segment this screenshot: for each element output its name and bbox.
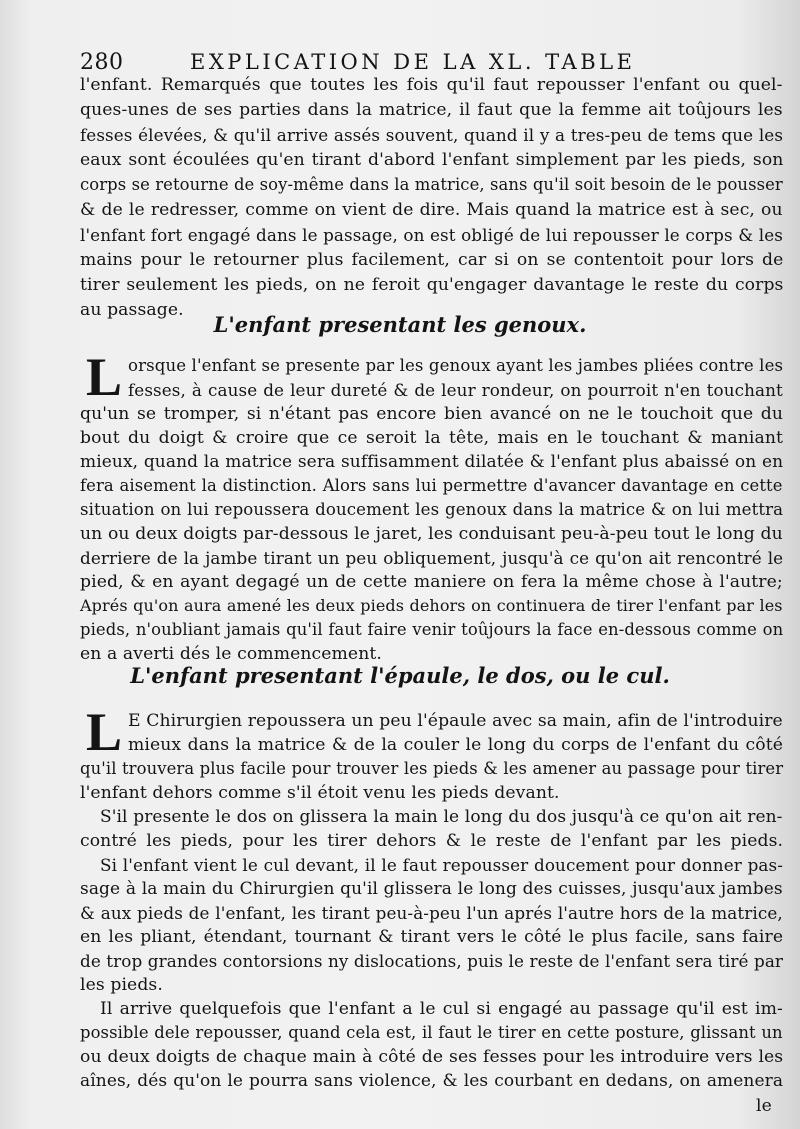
text-line: mieux, quand la matrice sera suffisamment dilatée & l'enfant plus abaissé on en: [80, 452, 784, 472]
section-heading: L'enfant presentant l'épaule, le dos, ou le cul.: [130, 663, 670, 688]
text-line: orsque l'enfant se presente par les genoux ayant les jambes pliées contre les: [128, 356, 784, 375]
text-line: un ou deux doigts par-dessous le jaret, les conduisant peu-à-peu tout le long du: [80, 524, 783, 544]
text-line: mieux dans la matrice & de la couler le long du corps de l'enfant du côté: [128, 735, 783, 755]
text-line: fesses élevées, & qu'il arrive assés souvent, quand il y a tres-peu de tems que les: [80, 125, 784, 145]
text-line: l'enfant fort engagé dans le passage, on est obligé de lui repousser le corps & les: [80, 225, 783, 245]
text-line: sage à la main du Chirurgien qu'il glissera le long des cuisses, jusqu'aux jambes: [80, 879, 783, 899]
drop-cap: L: [86, 702, 123, 762]
text-line: fesses, à cause de leur dureté & de leur rondeur, on pourroit n'en touchant: [128, 380, 783, 400]
text-line: pied, & en ayant degagé un de cette maniere on fera la même chose à l'autre;: [80, 572, 783, 592]
text-line: ques-unes de ses parties dans la matrice, il faut que la femme ait toûjours les: [80, 100, 783, 120]
text-line: contré les pieds, pour les tirer dehors & le reste de l'enfant par les pieds.: [80, 831, 784, 851]
text-line: mains pour le retourner plus facilement, car si on se contentoit pour lors de: [80, 250, 784, 270]
text-line: Si l'enfant vient le cul devant, il le faut repousser doucement pour donner pas-: [100, 855, 784, 875]
text-line: aînes, dés qu'on le pourra sans violence, & les courbant en dedans, on amenera: [80, 1071, 784, 1091]
text-line: en les pliant, étendant, tournant & tirant vers le côté le plus facile, sans faire: [80, 927, 784, 947]
text-line: tirer seulement les pieds, on ne feroit qu'engager davantage le reste du corps: [80, 275, 784, 295]
text-line: les pieds.: [80, 975, 163, 995]
text-line: ou deux doigts de chaque main à côté de ses fesses pour les introduire vers les: [80, 1047, 784, 1067]
text-line: l'enfant dehors comme s'il étoit venu les pieds devant.: [80, 783, 560, 803]
text-line: & de le redresser, comme on vient de dire. Mais quand la matrice est à sec, ou: [80, 200, 783, 220]
drop-cap: L: [86, 347, 123, 407]
text-line: bout du doigt & croire que ce seroit la tête, mais en le touchant & maniant: [80, 428, 783, 448]
text-line: corps se retourne de soy-même dans la matrice, sans qu'il soit besoin de le pousser: [80, 175, 783, 194]
text-line: possible dele repousser, quand cela est, il faut le tirer en cette posture, glissant un: [80, 1023, 783, 1042]
text-line: E Chirurgien repoussera un peu l'épaule avec sa main, afin de l'introduire: [128, 711, 783, 731]
text-line: S'il presente le dos on glissera la main le long du dos jusqu'à ce qu'on ait ren-: [100, 807, 783, 827]
text-line: en a averti dés le commencement.: [80, 644, 382, 664]
catchword: le: [756, 1096, 772, 1116]
text-line: qu'il trouvera plus facile pour trouver les pieds & les amener au passage pour tirer: [80, 759, 784, 778]
text-line: Il arrive quelquefois que l'enfant a le cul si engagé au passage qu'il est im-: [100, 999, 783, 1019]
page-number: 280: [80, 50, 124, 75]
text-line: situation on lui repoussera doucement les genoux dans la matrice & on lui mettra: [80, 500, 784, 519]
text-line: derriere de la jambe tirant un peu obliquement, jusqu'à ce qu'on ait rencontré le: [80, 548, 784, 568]
text-line: fera aisement la distinction. Alors sans lui permettre d'avancer davantage en cette: [80, 476, 783, 495]
section-heading: L'enfant presentant les genoux.: [213, 312, 587, 337]
text-line: pieds, n'oubliant jamais qu'il faut faire venir toûjours la face en-dessous comme on: [80, 620, 784, 639]
text-line: & aux pieds de l'enfant, les tirant peu-à-peu l'un aprés l'autre hors de la matrice,: [80, 903, 783, 923]
text-line: de trop grandes contorsions ny dislocations, puis le reste de l'enfant sera tiré par: [80, 951, 784, 971]
text-line: au passage.: [80, 300, 184, 320]
running-title: EXPLICATION DE LA XL. TABLE: [190, 50, 636, 74]
text-line: eaux sont écoulées qu'en tirant d'abord l'enfant simplement par les pieds, son: [80, 150, 784, 170]
text-line: qu'un se tromper, si n'étant pas encore bien avancé on ne le touchoit que du: [80, 404, 784, 424]
text-line: l'enfant. Remarqués que toutes les fois qu'il faut repousser l'enfant ou quel-: [80, 75, 783, 95]
text-line: Aprés qu'on aura amené les deux pieds dehors on continuera de tirer l'enfant par les: [80, 596, 783, 615]
